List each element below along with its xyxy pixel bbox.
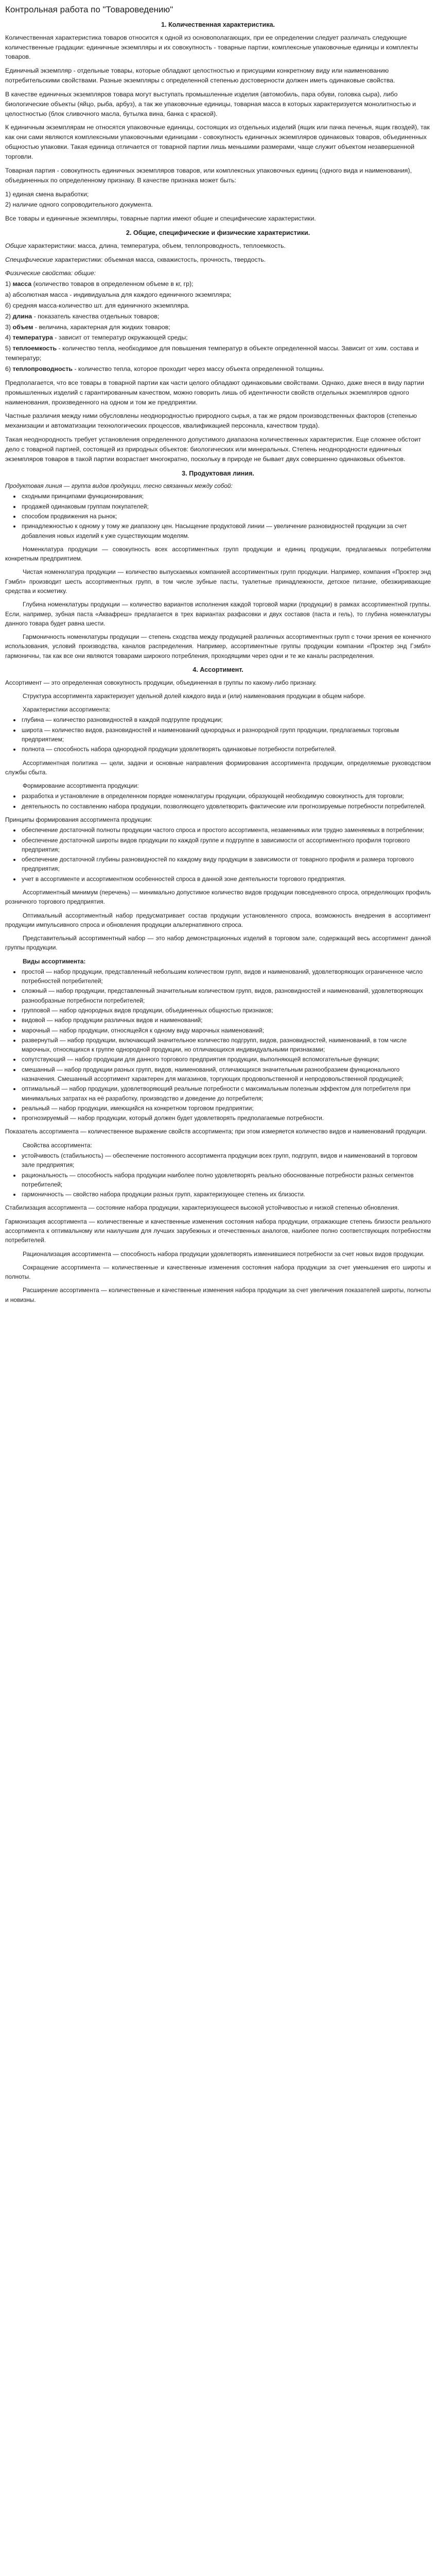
s2-general-characteristics [5, 241, 431, 251]
product-line-criterion: • продажей одинаковым группам покупателей; [21, 502, 431, 511]
formation-principle: • учет в ассортименте и ассортиментном особенностей спроса в данной зоне деятельности торгового предприятия. [21, 874, 431, 884]
assortment-property: • рациональность — способность набора продукции наиболее полно удовлетворять реально обоснованные потребности разных сегментов потребителей; [21, 1171, 431, 1190]
assortment-type: • простой — набор продукции, представленный небольшим количеством групп, видов и наименований, удовлетворяющих ограниченное число потребностей потребителей; [21, 967, 431, 986]
s2-paragraph-6: Такая неоднородность требует установления определенного допустимого диапазона количественных характеристик. Еще сложнее обстоит дело с товарной партией, состоящей из природных объектов: биологических или минеральных. Степень неоднородности единичных экземпляров товаров в такой партии возрастает многократно, поскольку в природе не бывает двух совершенно одинаковых объектов. [5, 436, 421, 463]
s3-paragraph-1: Номенклатура продукции — совокупность всех ассортиментных групп продукции и единиц продукции, предлагаемых потребителям конкретным предприятием. [5, 545, 431, 563]
physical-property-text: - величина, характерная для жидких товаров; [33, 323, 170, 331]
assortment-characteristic: • глубина — количество разновидностей в каждой подгруппе продукции; [21, 715, 431, 724]
page-title: Контрольная работа по "Товароведению" [5, 5, 173, 14]
assortment-type: • сложный — набор продукции, представленный значительным количеством групп, видов, разновидностей и наименований, удовлетворяющих разнообразные потребности потребителей; [21, 986, 431, 1005]
formation-principle: • обеспечение достаточной широты видов продукции по каждой группе и подгруппе в зависимости от ассортиментного профиля торгового предприятия; [21, 836, 431, 855]
s4-paragraph-4: Ассортиментная политика — цели, задачи и основные направления формирования ассортимента продукции, определяемые руководством службы сбыта. [5, 759, 431, 776]
assortment-type: • развернутый — набор продукции, включающий значительное количество подгрупп, видов, разновидностей, наименований, в том числе марочных, относящихся к группе однородной продукции, но отличающихся индивидуальными признаками; [21, 1036, 431, 1055]
physical-property-text: - показатель качества отдельных товаров; [32, 312, 160, 320]
assortment-characteristic: • широта — количество видов, разновидностей и наименований однородных и разнородной групп продукции, предлагаемых торговым предприятием; [21, 725, 431, 744]
s4-paragraph-17: Расширение ассортимента — количественные и качественные изменения набора продукции за счет увеличения показателей широты, полноты и новизны. [5, 1286, 431, 1303]
assortment-type: • групповой — набор однородных видов продукции, объединенных общностью признаков; [21, 1006, 431, 1015]
physical-property-text: - количество тепла, которое проходит через массу объекта определенной толщины. [73, 365, 325, 372]
s1-paragraph-6: Все товары и единичные экземпляры, товарные партии имеют общие и специфические характеристики. [5, 215, 316, 223]
product-line-criterion: • принадлежностью к одному у тому же диапазону цен. Насыщение продуктовой линии — увеличение разновидностей продукции за счет добавления новых изделий к уже существующим моделям. [21, 521, 431, 540]
s4-paragraph-16: Сокращение ассортимента — количественные и качественные изменения состояния набора продукции за счет уменьшения его широты и полноты. [5, 1263, 431, 1281]
s4-characteristics-heading: Характеристики ассортимента: [23, 706, 111, 714]
s4-paragraph-9: Представительный ассортиментный набор — это набор демонстрационных изделий в торговом зале, содержащий весь ассортимент данной группы продукции. [5, 935, 431, 952]
physical-property-item [5, 312, 431, 321]
s2-specific-characteristics [5, 255, 431, 265]
assortment-type: • оптимальный — набор продукции, удовлетворяющий реальные потребности с максимальным полезным эффектом для потребителя при минимальных затратах на её разработку, производство и доведение до потребителя; [21, 1084, 431, 1103]
s4-paragraph-11: Показатель ассортимента — количественное выражение свойств ассортимента; при этом измеряется количество видов и наименований продукции. [5, 1128, 427, 1136]
physical-property-number: 2) [5, 312, 13, 320]
physical-property-item [5, 344, 431, 363]
assortment-formation-item: • разработка и установление в определенном порядке номенклатуры продукции, образующей необходимую совокупность для торговли; [21, 791, 431, 801]
physical-property-text: - зависит от температур окружающей среды; [53, 334, 188, 342]
section-3-heading: 3. Продуктовая линия. [182, 469, 254, 477]
s4-principles-heading: Принципы формирования ассортимента продукции: [5, 816, 152, 823]
s1-paragraph-3: В качестве единичных экземпляров товара могут выступать промышленные изделия (автомобиль, пара обуви, головка сыра), либо биологические объекты (яйцо, рыба, арбуз), а так же упаковочные единицы, товарная масса в которых характеризуется монолитностью и целостностью (блок сливочного масла, бутылка вина, банка с краской). [5, 90, 416, 117]
section-2-heading: 2. Общие, специфические и физические характеристики. [126, 229, 310, 237]
assortment-types-list [5, 967, 431, 1123]
assortment-type: • смешанный — набор продукции разных групп, видов, наименований, отличающихся значительным разнообразием функционального назначения. Смешанный ассортимент характерен для магазинов, торгующих продовольственной и непродовольственной продукцией; [21, 1065, 431, 1084]
s1-paragraph-4: К единичным экземплярам не относятся упаковочные единицы, состоящих из отдельных изделий (ящик или пачка печенья, ящик гвоздей), так как они сами являются комплексными упаковочными единицами - совокупность единичных экземпляров одинаковых товаров, объединенных общностью упаковки. Такая единица отличается от товарной партии лишь меньшими размерами, чаще служит объектом незавершенной торговли. [5, 124, 430, 160]
s3-paragraph-4: Гармоничность номенклатуры продукции — степень сходства между продукцией различных ассортиментных групп с точки зрения ее конечного использования, условий производства, каналов распределения. Например, ассортиментные группы продукции компании «Проктер энд Гэмбл» гармоничны, так как все они являются товарами широкого потребления, проходящими через одни и те же каналы распределения. [5, 633, 431, 659]
physical-property-term: теплоемкость [12, 345, 57, 352]
physical-properties-list [5, 279, 431, 374]
physical-property-item [5, 323, 431, 332]
section-4-heading: 4. Ассортимент. [193, 666, 243, 673]
assortment-formation-item: • деятельность по составлению набора продукции, позволяющего удовлетворить фактические или прогнозируемые потребности потребителей. [21, 802, 431, 811]
assortment-type: • сопутствующий — набор продукции для данного торгового предприятия продукции, выполняющей вспомогательные функции; [21, 1055, 431, 1064]
s3-paragraph-3: Глубина номенклатуры продукции — количество вариантов исполнения каждой торговой марки (продукции) в рамках ассортиментной группы. Если, например, зубная паста «Аквафреш» предлагается в трех вариантах разфасовки и двух составов (паста и гель), то глубина номенклатуры данного товара будет равна шести. [5, 601, 431, 627]
s4-properties-heading: Свойства ассортимента: [23, 1141, 92, 1149]
assortment-characteristic: • полнота — способность набора однородной продукции удовлетворять одинаковые потребности потребителей. [21, 744, 431, 754]
assortment-property: • гармоничность — свойство набора продукции разных групп, характеризующее степень их близости. [21, 1190, 431, 1199]
s2-specific-label: Специфические [5, 256, 55, 263]
assortment-type: • видовой — набор продукции различных видов и наименований; [21, 1015, 431, 1025]
assortment-type: • прогнозируемый — набор продукции, который должен будет удовлетворять предполагаемые потребности. [21, 1113, 431, 1123]
s4-paragraph-2: Структура ассортимента характеризует удельной долей каждого вида и (или) наименования продукции в общем наборе. [23, 692, 365, 700]
physical-property-item [5, 279, 431, 289]
product-line-criteria-list [5, 492, 431, 540]
s4-paragraph-13: Стабилизация ассортимента — состояние набора продукции, характеризующееся высокой устойчивостью и низкой степенью обновления. [5, 1204, 399, 1212]
formation-principle: • обеспечение достаточной глубины разновидностей по каждому виду продукции в зависимости от товарного профиля и размера торгового предприятия; [21, 855, 431, 874]
s2-specific-text: характеристики: объемная масса, скважистость, прочность, твердость. [55, 256, 266, 263]
physical-property-number: 6) [5, 365, 13, 372]
s1-criterion-2: 2) наличие одного сопроводительного документа. [5, 201, 153, 209]
s4-paragraph-15: Рационализация ассортимента — способность набора продукции удовлетворять изменившиеся потребности за счет новых видов продукции. [23, 1250, 425, 1258]
s3-paragraph-2: Чистая номенклатура продукции — количество выпускаемых компанией ассортиментных групп продукции. Например, компания «Проктер энд Гэмбл» производит шесть ассортиментных групп, в том числе зубные пасты, туалетные принадлежности, детское питание, обезжиривающие средства и косметику. [5, 568, 431, 595]
s3-intro-text: Продуктовая линия — группа видов продукции, тесно связанных между собой: [5, 482, 233, 490]
assortment-formation-list [5, 791, 431, 811]
assortment-property: • устойчивость (стабильность) — обеспечение постоянного ассортимента продукции всех групп, подгрупп, видов и наименований в торговом зале предприятия; [21, 1151, 431, 1170]
s2-paragraph-5: Частные различия между ними обусловлены неоднородностью природного сырья, а так же рядом производственных факторов (степенью механизации и автоматизации технологических процессов, квалификацией персонала, качеством труда). [5, 412, 417, 430]
physical-property-number: б) [5, 301, 13, 309]
s3-intro [5, 481, 431, 490]
s4-types-heading [5, 957, 431, 966]
assortment-characteristics-list [5, 715, 431, 754]
physical-property-number: 4) [5, 334, 13, 342]
physical-property-term: теплопроводность [12, 365, 73, 372]
s4-paragraph-8: Оптимальный ассортиментный набор предусматривает состав продукции установленного спроса, возможность внедрения в ассортимент продукции импульсивного спроса и обновления продукции альтернативного спроса. [5, 911, 431, 928]
physical-property-term: длина [12, 312, 32, 320]
formation-principle: • обеспечение достаточной полноты продукции частого спроса и простого ассортимента, незаменимых или трудно заменяемых в потреблении; [21, 825, 431, 835]
physical-property-text: средняя масса-количество шт. для единичного экземпляра. [12, 301, 190, 309]
physical-property-number: а) [5, 291, 13, 299]
s4-types-heading-text: Виды ассортимента: [23, 957, 86, 965]
s4-paragraph-7: Ассортиментный минимум (перечень) — минимально допустимое количество видов продукции повседневного спроса, определяющих профиль розничного торгового предприятия. [5, 888, 431, 906]
physical-property-term: температура [12, 334, 53, 342]
s1-paragraph-5: Товарная партия - совокупность единичных экземпляров товаров, или комплексных упаковочных единиц (одного вида и наименования), объединенных по определенному признаку. В качестве признака может быть: [5, 166, 412, 184]
product-line-criterion: • сходными принципами функционирования; [21, 492, 431, 501]
physical-property-item [5, 364, 431, 374]
s4-formation-heading: Формирование ассортимента продукции: [23, 782, 139, 790]
s1-criterion-1: 1) единая смена выработки; [5, 190, 89, 198]
s2-physical-label: Физические свойства: общие: [5, 269, 96, 277]
physical-property-item [5, 301, 431, 311]
s4-paragraph-14: Гармонизация ассортимента — количественные и качественные изменения состояния набора продукции, отражающие степень близости реального ассортимента к оптимальному или наилучшим для лучших зарубежных и отечественных аналогов, наиболее полно соответствующих потребностям потребителей. [5, 1217, 431, 1244]
s2-general-text: характеристики: масса, длина, температура, объем, теплопроводность, теплоемкость. [28, 242, 286, 249]
physical-property-term: объем [12, 323, 33, 331]
s2-paragraph-4: Предполагается, что все товары в товарной партии как части целого обладают одинаковыми свойствами. Однако, даже внеся в виду партии промышленных изделий с гарантированным качеством, можно говорить лишь об идентичности свойств отдельных экземпляров одного наименования, произведенного на одном и том же предприятии. [5, 379, 424, 406]
physical-property-text: абсолютная масса - индивидуальна для каждого единичного экземпляра; [12, 291, 232, 299]
s2-physical-properties-intro [5, 268, 431, 278]
physical-property-number: 1) [5, 280, 13, 288]
assortment-properties-list [5, 1151, 431, 1199]
section-1-heading: 1. Количественная характеристика. [161, 21, 275, 29]
formation-principles-list [5, 825, 431, 884]
physical-property-item [5, 290, 431, 300]
s1-paragraph-1: Количественная характеристика товаров относится к одной из основополагающих, при ее определении следует различать следующие количественные градации: единичные экземпляры и их совокупность - товарные партии, комплексные упаковочные единицы и комплекты товаров. [5, 33, 418, 61]
assortment-type: • реальный — набор продукции, имеющийся на конкретном торговом предприятии; [21, 1104, 431, 1113]
physical-property-text: - количество тепла, необходимое для повышения температур в объекте определенной массы. Зависит от хим. состава и температур; [5, 345, 419, 362]
s4-paragraph-1: Ассортимент — это определенная совокупность продукции, объединенная в группы по какому-либо признаку. [5, 679, 317, 686]
s1-paragraph-2: Единичный экземпляр - отдельные товары, которые обладают целостностью и присущими конкретному виду или наименованию потребительскими свойствами. Разные экземпляры с определенной степенью достоверности должен иметь одинаковые свойства. [5, 67, 395, 84]
physical-property-item [5, 333, 431, 343]
physical-property-number: 3) [5, 323, 13, 331]
physical-property-number: 5) [5, 345, 13, 352]
physical-property-term: масса [12, 280, 32, 288]
assortment-type: • марочный — набор продукции, относящейся к одному виду марочных наименований; [21, 1026, 431, 1035]
s2-general-label: Общие [5, 242, 28, 249]
product-line-criterion: • способом продвижения на рынок; [21, 512, 431, 521]
physical-property-text: (количество товаров в определенном объеме в кг, гр); [31, 280, 194, 288]
